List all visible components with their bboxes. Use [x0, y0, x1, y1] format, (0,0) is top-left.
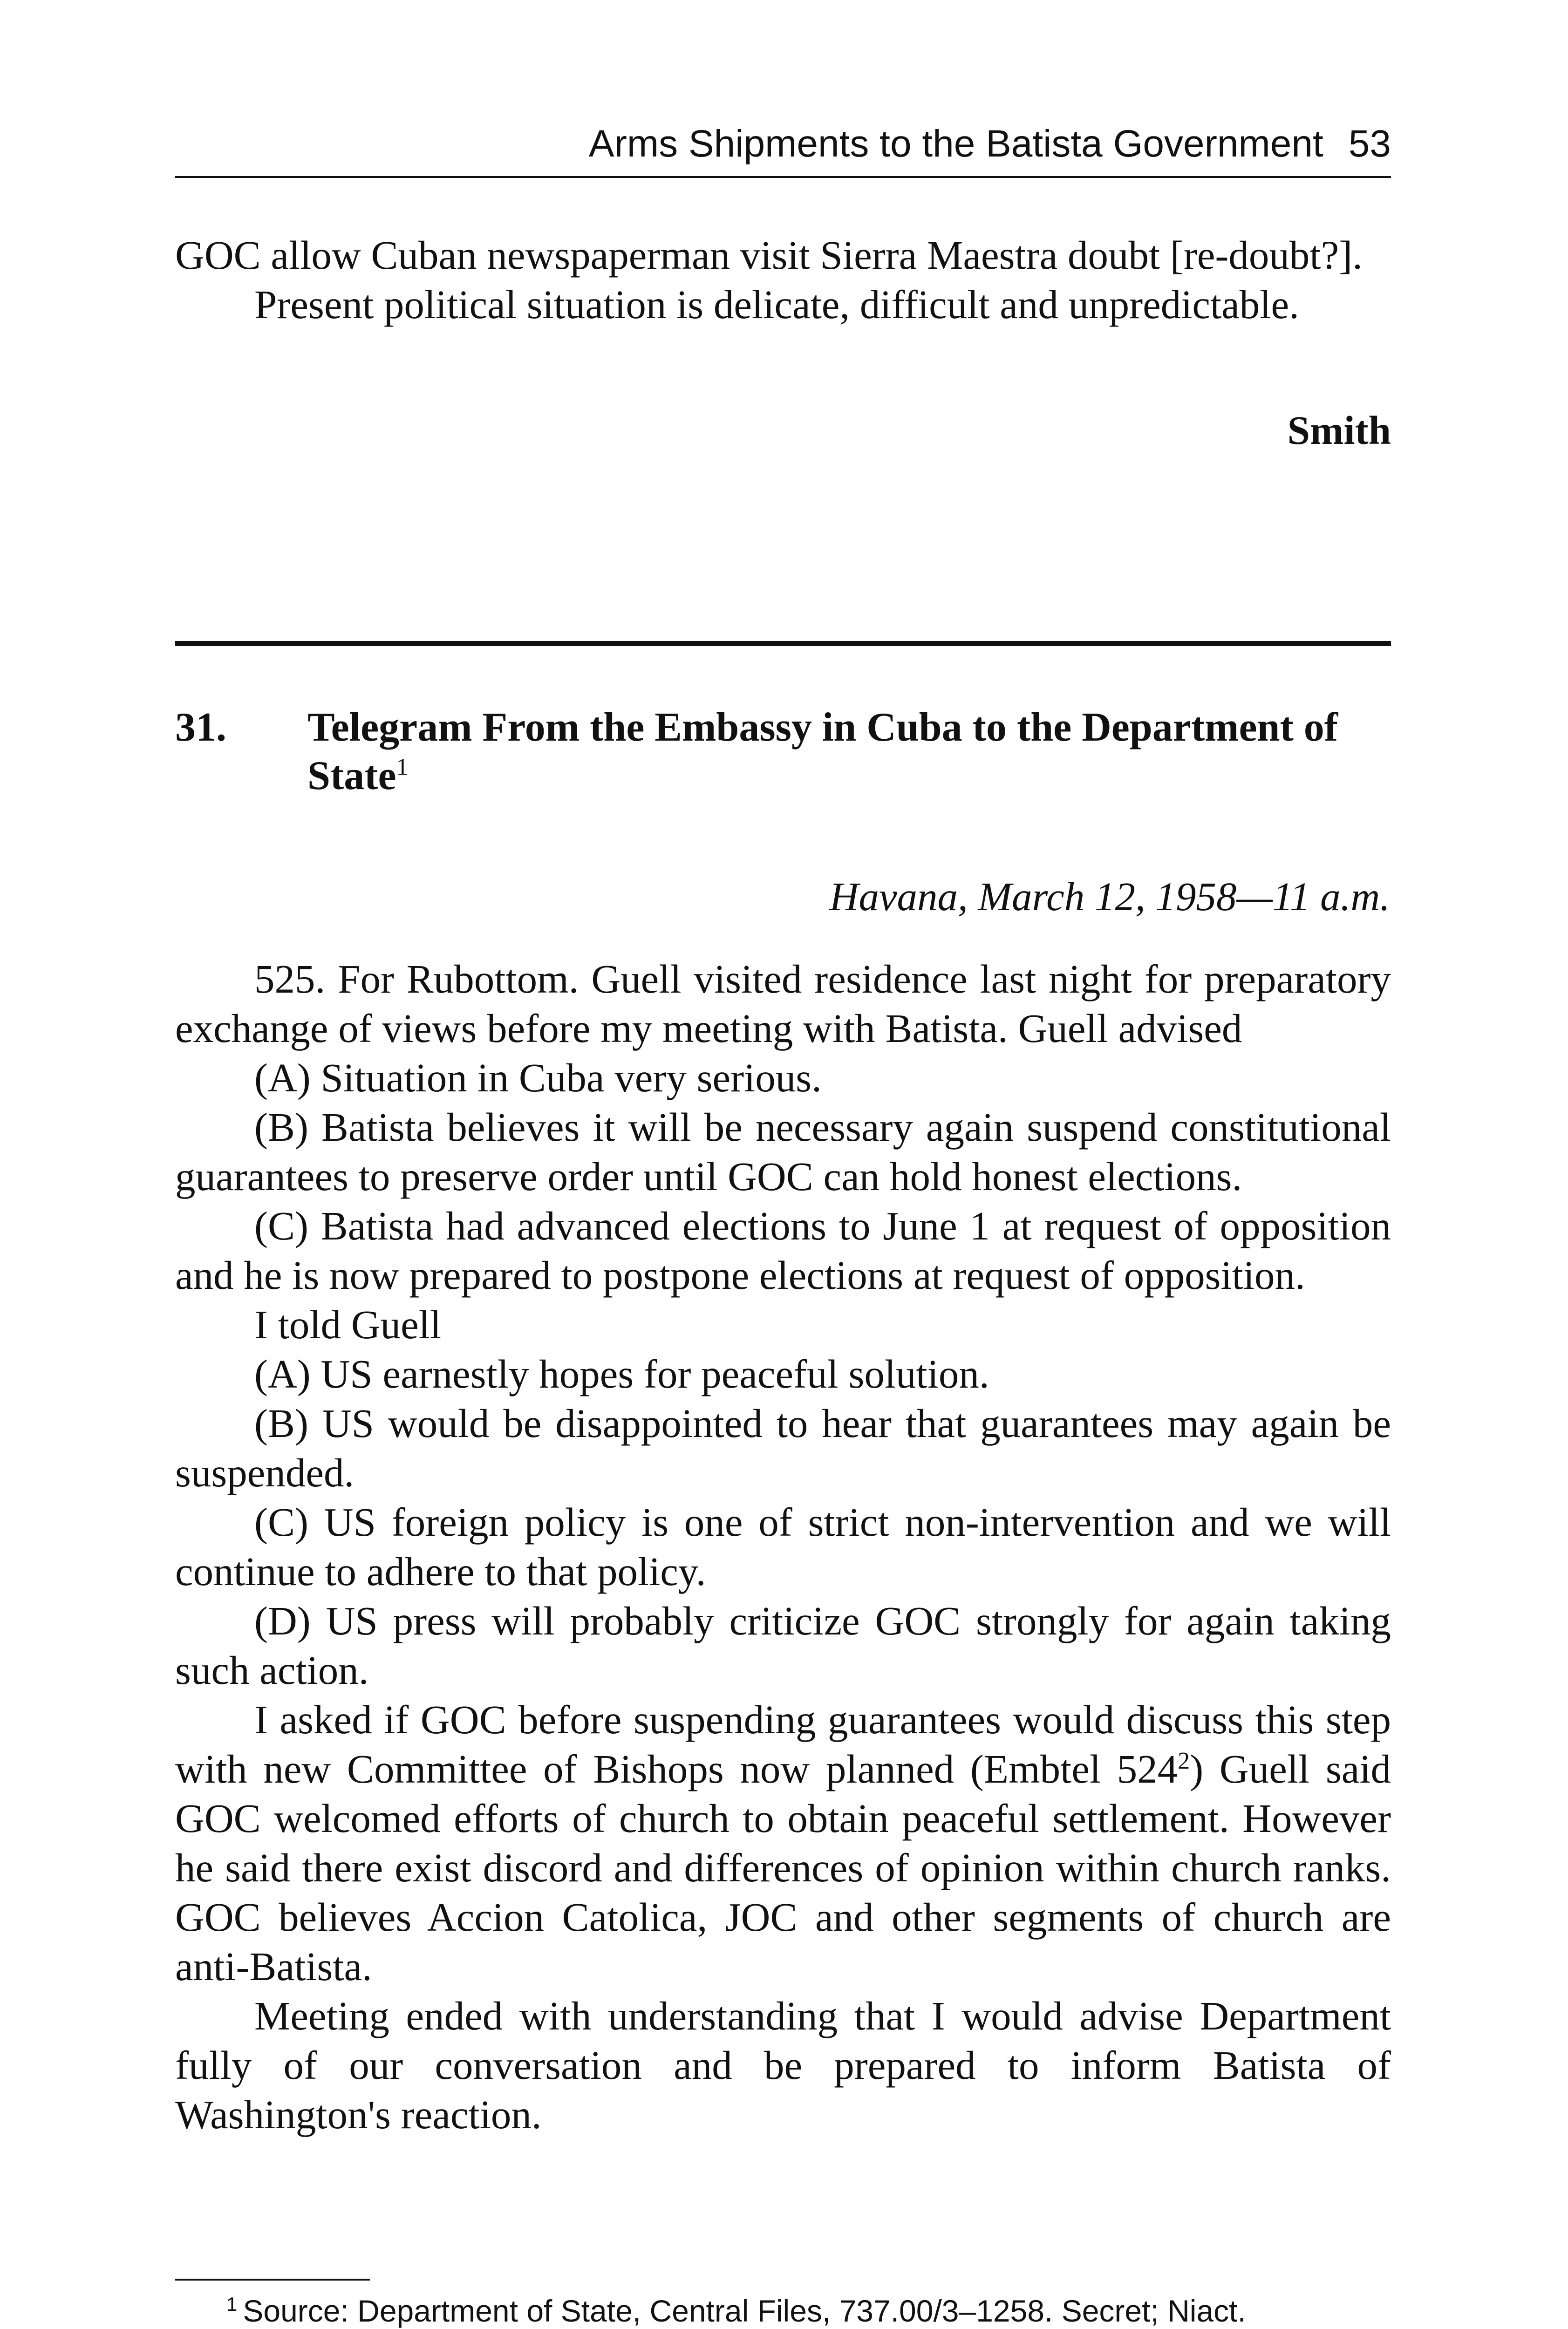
previous-document-tail — [175, 231, 1391, 329]
paragraph-text: I asked if GOC before suspending guarantees would discuss this step with new Committee of Bishops now planned (Embtel 524 — [175, 1697, 1391, 1791]
paragraph: (A) US earnestly hopes for peaceful solution. — [254, 1351, 989, 1396]
footnote-mark: 1 — [226, 2293, 238, 2315]
document-body — [175, 954, 1391, 2139]
document-title — [307, 703, 1391, 800]
paragraph: Present political situation is delicate, difficult and unpredictable. — [254, 282, 1299, 327]
paragraph: (B) Batista believes it will be necessary again suspend constitutional guarantees to preserve order until GOC can hold honest elections. — [175, 1104, 1391, 1199]
document-number: 31. — [175, 705, 226, 750]
paragraph: I told Guell — [254, 1302, 442, 1347]
paragraph: (D) US press will probably criticize GOC strongly for again taking such action. — [175, 1598, 1391, 1693]
running-head — [175, 125, 1391, 163]
footnote-text: Source: Department of State, Central Files, 737.00/3–1258. Secret; Niact. — [243, 2294, 1246, 2328]
paragraph: Meeting ended with understanding that I would advise Department fully of our conversation and be prepared to inform Batista of Washington's reaction. — [175, 1993, 1391, 2137]
footnotes — [226, 2292, 1246, 2329]
running-head-title: Arms Shipments to the Batista Government — [588, 123, 1323, 165]
footnote — [226, 2292, 1246, 2329]
signature: Smith — [1287, 408, 1391, 453]
paragraph: 525. For Rubottom. Guell visited residence last night for preparatory exchange of views before my meeting with Batista. Guell advised — [175, 956, 1391, 1051]
header-rule — [175, 176, 1391, 178]
paragraph-text: ) Guell said GOC welcomed efforts of church to obtain peaceful settlement. However he said there exist discord and differences of opinion within church ranks. GOC believes Accion Catolica, JOC and other segments of church are anti-Batista. — [175, 1746, 1391, 1989]
footnote-ref: 2 — [1178, 1748, 1190, 1774]
paragraph: (C) US foreign policy is one of strict non-intervention and we will continue to adhere to that policy. — [175, 1499, 1391, 1594]
paragraph: (A) Situation in Cuba very serious. — [254, 1055, 822, 1100]
document-title-text: Telegram From the Embassy in Cuba to the Department of State — [307, 705, 1338, 798]
footnote-rule — [175, 2279, 370, 2281]
page-number: 53 — [1348, 123, 1391, 165]
dateline: Havana, March 12, 1958—11 a.m. — [829, 874, 1390, 919]
document-heading — [175, 703, 1391, 800]
paragraph: (B) US would be disappointed to hear that guarantees may again be suspended. — [175, 1401, 1391, 1495]
paragraph — [175, 1695, 1391, 1991]
paragraph: GOC allow Cuban newspaperman visit Sierra Maestra doubt [re-doubt?]. — [175, 232, 1363, 278]
footnote-ref: 1 — [396, 754, 409, 781]
paragraph: (C) Batista had advanced elections to June 1 at request of opposition and he is now prepared to postpone elections at request of opposition. — [175, 1203, 1391, 1298]
document-divider-rule — [175, 641, 1391, 646]
